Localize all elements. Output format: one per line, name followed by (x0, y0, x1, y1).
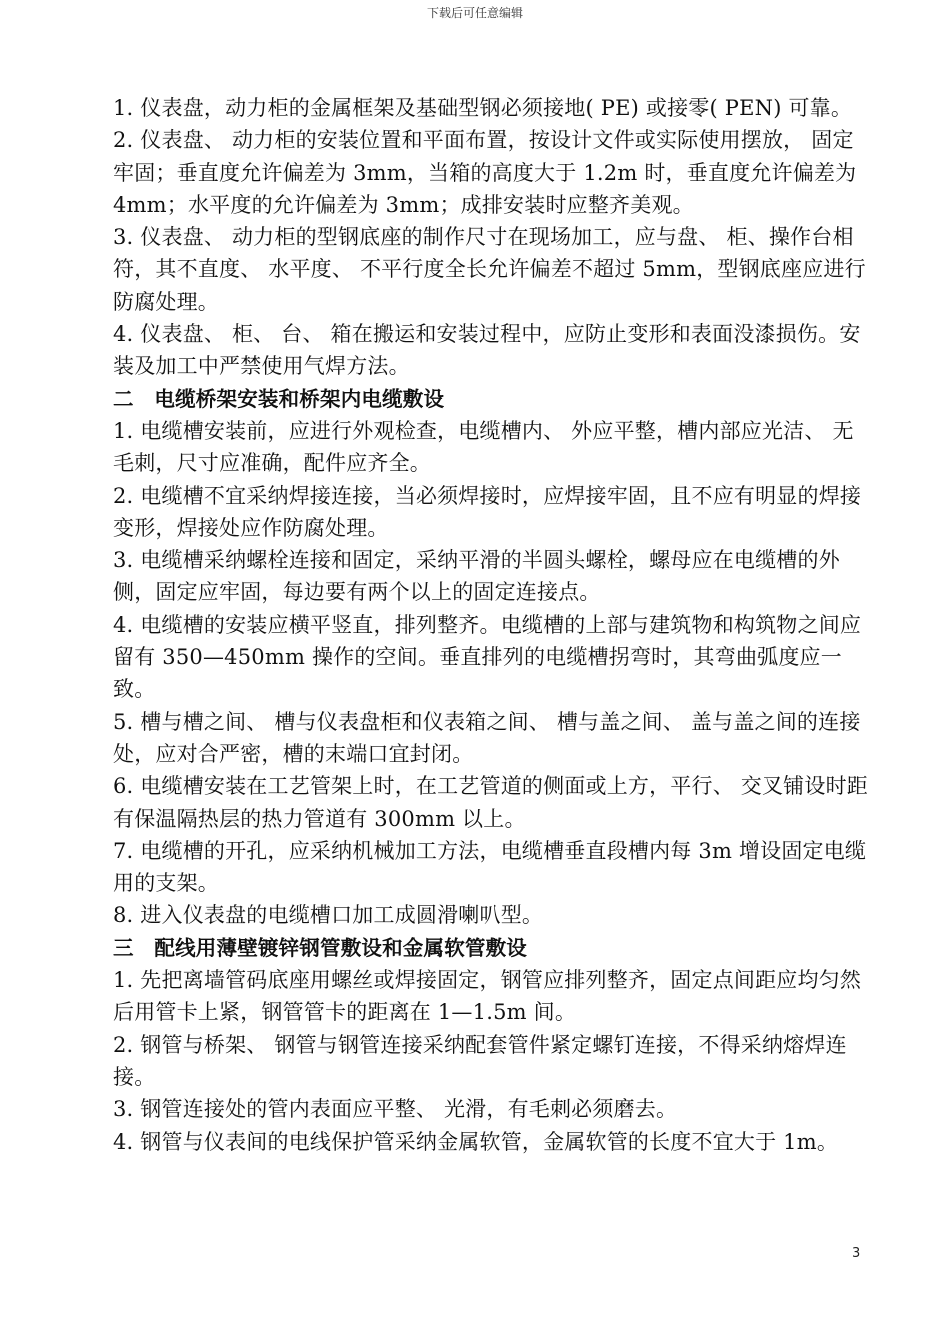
paragraph: 8. 进入仪表盘的电缆槽口加工成圆滑喇叭型。 (113, 903, 544, 928)
paragraph: 1. 先把离墙管码底座用螺丝或焊接固定，钢管应排列整齐，固定点间距应均匀然后用管卡上紧，钢管管卡的距离在 1—1.5m 间。 (113, 968, 862, 1025)
paragraph: 3. 钢管连接处的管内表面应平整、 光滑，有毛刺必须磨去。 (113, 1097, 678, 1122)
paragraph: 7. 电缆槽的开孔，应采纳机械加工方法，电缆槽垂直段槽内每 3m 增设固定电缆用的支架。 (113, 838, 867, 896)
paragraph: 4. 仪表盘、 柜、 台、 箱在搬运和安装过程中，应防止变形和表面没漆损伤。安装及加工中严禁使用气焊方法。 (113, 322, 861, 379)
section-title: 二 电缆桥架安装和桥架内电缆敷设 (113, 386, 445, 411)
paragraph: 5. 槽与槽之间、 槽与仪表盘柜和仪表箱之间、 槽与盖之间、 盖与盖之间的连接处，应对合严密，槽的末端口宜封闭。 (113, 709, 861, 766)
paragraph: 3. 电缆槽采纳螺栓连接和固定，采纳平滑的半圆头螺栓，螺母应在电缆槽的外侧，固定应牢固，每边要有两个以上的固定连接点。 (113, 548, 840, 605)
page-number: 3 (852, 1246, 861, 1261)
paragraph: 2. 仪表盘、 动力柜的安装位置和平面布置，按设计文件或实际使用摆放， 固定牢固；垂直度允许偏差为 3mm，当箱的高度大于 1.2m 时，垂直度允许偏差为 4mm；水平度的允许偏差为 3mm；成排安装时应整齐美观。 (113, 128, 857, 217)
paragraph: 1. 电缆槽安装前，应进行外观检查，电缆槽内、 外应平整，槽内部应光洁、 无毛刺，尺寸应准确，配件应齐全。 (113, 418, 854, 476)
section-title: 三 配线用薄壁镀锌钢管敷设和金属软管敷设 (113, 935, 527, 960)
document-body (113, 92, 873, 1158)
paragraph: 2. 钢管与桥架、 钢管与钢管连接采纳配套管件紧定螺钉连接，不得采纳熔焊连接。 (113, 1032, 847, 1089)
paragraph: 4. 钢管与仪表间的电线保护管采纳金属软管，金属软管的长度不宜大于 1m。 (113, 1129, 839, 1154)
paragraph: 1. 仪表盘，动力柜的金属框架及基础型钢必须接地( PE) 或接零( PEN) 可靠。 (113, 96, 853, 120)
header-note: 下载后可任意编辑 (426, 6, 523, 20)
paragraph: 3. 仪表盘、 动力柜的型钢底座的制作尺寸在现场加工，应与盘、 柜、操作台相符，其不直度、 水平度、 不平行度全长允许偏差不超过 5mm，型钢底座应进行防腐处理。 (113, 225, 866, 314)
paragraph: 4. 电缆槽的安装应横平竖直，排列整齐。电缆槽的上部与建筑物和构筑物之间应留有 350—450mm 操作的空间。垂直排列的电缆槽拐弯时，其弯曲弧度应一致。 (113, 612, 862, 702)
paragraph: 6. 电缆槽安装在工艺管架上时，在工艺管道的侧面或上方，平行、 交叉铺设时距有保温隔热层的热力管道有 300mm 以上。 (113, 774, 868, 831)
paragraph: 2. 电缆槽不宜采纳焊接连接，当必须焊接时，应焊接牢固，且不应有明显的焊接变形，焊接处应作防腐处理。 (113, 483, 862, 540)
